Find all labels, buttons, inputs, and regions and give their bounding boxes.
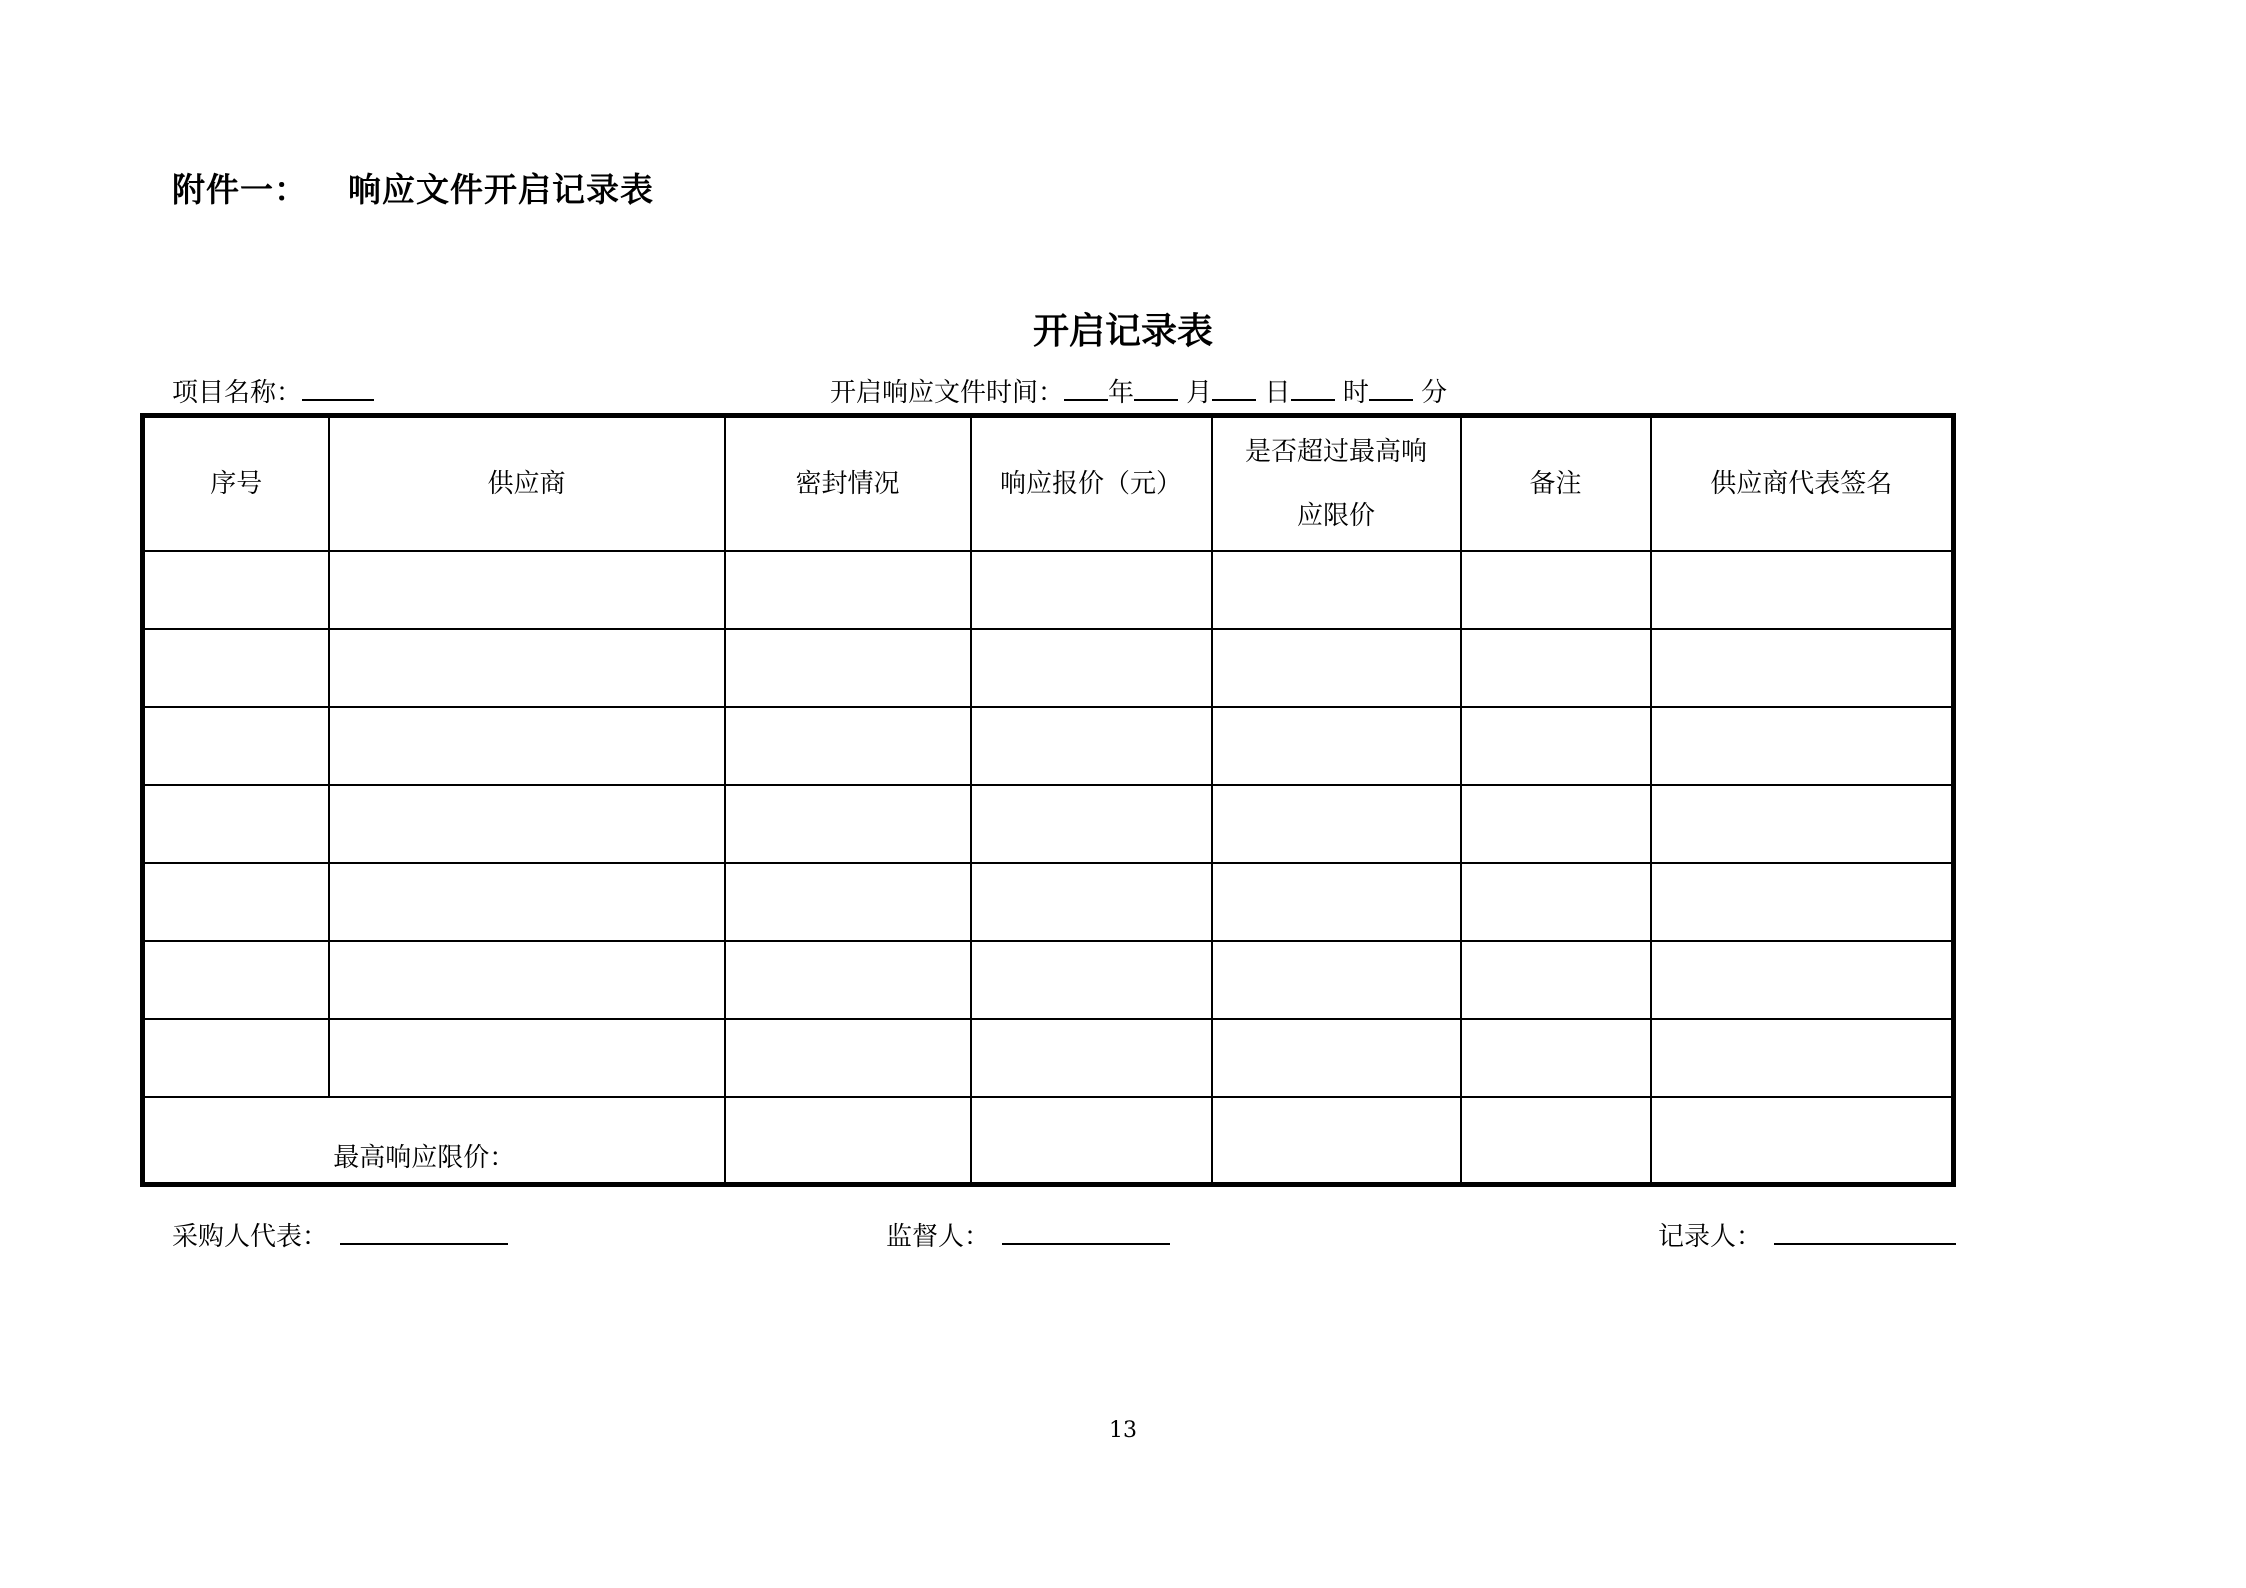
table-cell[interactable] [971, 629, 1212, 707]
table-cell[interactable] [725, 863, 971, 941]
table-header-row [143, 416, 1954, 552]
table-cell[interactable] [329, 941, 725, 1019]
purchaser-rep-label: 采购人代表： [172, 1222, 329, 1252]
table-cell[interactable] [1461, 707, 1651, 785]
table-cell[interactable] [725, 551, 971, 629]
supervisor-field [886, 1216, 1170, 1253]
table-cell[interactable] [971, 863, 1212, 941]
max-limit-row [143, 1097, 1954, 1185]
max-limit-cell[interactable] [725, 1097, 971, 1185]
table-cell[interactable] [725, 785, 971, 863]
supervisor-signature-line[interactable] [1002, 1219, 1170, 1245]
year-unit: 年 [1108, 378, 1135, 408]
attachment-prefix: 附件一： [172, 170, 308, 209]
table-cell[interactable] [971, 1019, 1212, 1097]
table-cell[interactable] [1651, 941, 1954, 1019]
col-header-remarks: 备注 [1461, 416, 1651, 552]
form-title: 开启记录表 [1032, 311, 1213, 352]
table-cell[interactable] [1651, 785, 1954, 863]
project-name-input[interactable] [302, 375, 374, 401]
open-time-label: 开启响应文件时间： [830, 378, 1065, 408]
supervisor-label: 监督人： [886, 1222, 991, 1252]
table-cell[interactable] [1461, 941, 1651, 1019]
minute-unit: 分 [1421, 378, 1448, 408]
table-cell[interactable] [725, 629, 971, 707]
table-cell[interactable] [1461, 629, 1651, 707]
table-cell[interactable] [329, 551, 725, 629]
table-cell[interactable] [1212, 785, 1461, 863]
col-header-exceeds-limit: 是否超过最高响 应限价 [1212, 416, 1461, 552]
month-blank[interactable] [1134, 375, 1178, 401]
table-cell[interactable] [1461, 785, 1651, 863]
table-cell[interactable] [143, 1019, 329, 1097]
table-cell[interactable] [143, 551, 329, 629]
table-cell[interactable] [143, 629, 329, 707]
table-cell[interactable] [971, 941, 1212, 1019]
col-header-seq: 序号 [143, 416, 329, 552]
table-row [143, 551, 1954, 629]
table-cell[interactable] [1212, 707, 1461, 785]
recorder-signature-line[interactable] [1774, 1219, 1956, 1245]
max-limit-cell[interactable] [1461, 1097, 1651, 1185]
hour-blank[interactable] [1291, 375, 1335, 401]
project-name-label: 项目名称： [172, 378, 303, 408]
table-row [143, 785, 1954, 863]
table-cell[interactable] [1212, 863, 1461, 941]
max-limit-cell[interactable] [1651, 1097, 1954, 1185]
table-row [143, 941, 1954, 1019]
table-cell[interactable] [1651, 629, 1954, 707]
open-time-field [830, 372, 1447, 409]
recorder-field [1658, 1216, 1956, 1253]
table-row [143, 629, 1954, 707]
year-blank[interactable] [1064, 375, 1108, 401]
table-cell[interactable] [1461, 551, 1651, 629]
table-row [143, 1019, 1954, 1097]
page-number: 13 [1109, 1418, 1137, 1443]
table-cell[interactable] [1651, 863, 1954, 941]
minute-blank[interactable] [1369, 375, 1413, 401]
table-cell[interactable] [971, 707, 1212, 785]
table-cell[interactable] [329, 629, 725, 707]
col-header-supplier: 供应商 [329, 416, 725, 552]
table-cell[interactable] [143, 785, 329, 863]
project-name-field [172, 372, 374, 409]
table-cell[interactable] [329, 1019, 725, 1097]
table-cell[interactable] [1651, 1019, 1954, 1097]
table-cell[interactable] [329, 707, 725, 785]
table-cell[interactable] [1651, 551, 1954, 629]
table-row [143, 863, 1954, 941]
table-cell[interactable] [971, 785, 1212, 863]
recorder-label: 记录人： [1658, 1222, 1763, 1252]
max-limit-cell[interactable] [1212, 1097, 1461, 1185]
day-blank[interactable] [1212, 375, 1256, 401]
day-unit: 日 [1264, 378, 1291, 408]
attachment-heading [172, 164, 654, 211]
table-cell[interactable] [1461, 1019, 1651, 1097]
table-cell[interactable] [1212, 941, 1461, 1019]
col-header-quote: 响应报价（元） [971, 416, 1212, 552]
col-header-rep-signature: 供应商代表签名 [1651, 416, 1954, 552]
hour-unit: 时 [1342, 378, 1369, 408]
table-cell[interactable] [143, 941, 329, 1019]
month-unit: 月 [1186, 378, 1213, 408]
table-cell[interactable] [971, 551, 1212, 629]
table-row [143, 707, 1954, 785]
table-cell[interactable] [725, 1019, 971, 1097]
table-cell[interactable] [1212, 1019, 1461, 1097]
max-limit-cell[interactable] [971, 1097, 1212, 1185]
opening-record-table [140, 413, 1956, 1187]
attachment-title: 响应文件开启记录表 [348, 170, 654, 209]
purchaser-rep-field [172, 1216, 508, 1253]
table-cell[interactable] [1461, 863, 1651, 941]
purchaser-rep-signature-line[interactable] [340, 1219, 508, 1245]
table-cell[interactable] [1212, 551, 1461, 629]
table-cell[interactable] [329, 785, 725, 863]
max-limit-label: 最高响应限价： [143, 1097, 725, 1185]
table-cell[interactable] [1651, 707, 1954, 785]
table-cell[interactable] [143, 707, 329, 785]
table-cell[interactable] [725, 941, 971, 1019]
table-cell[interactable] [1212, 629, 1461, 707]
table-cell[interactable] [725, 707, 971, 785]
table-cell[interactable] [329, 863, 725, 941]
col-header-seal-status: 密封情况 [725, 416, 971, 552]
table-cell[interactable] [143, 863, 329, 941]
